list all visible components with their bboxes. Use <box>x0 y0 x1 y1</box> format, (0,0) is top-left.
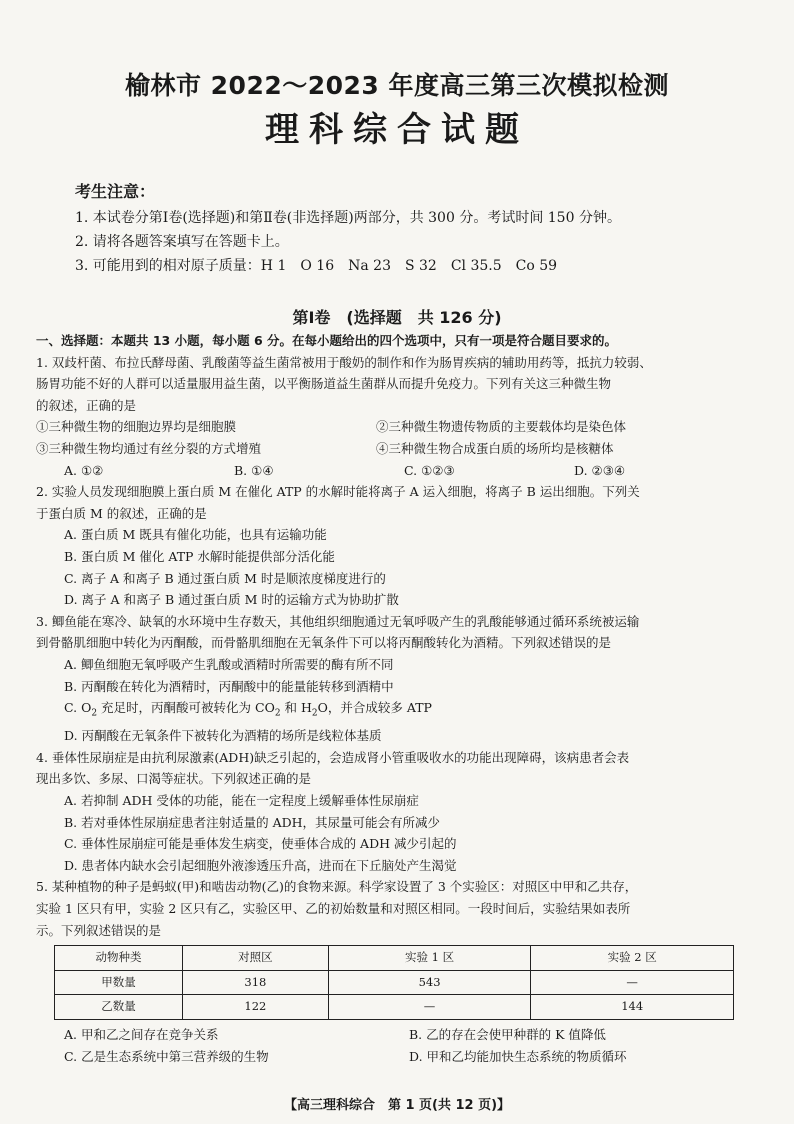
instruction: 一、选择题：本题共 13 小题，每小题 6 分。在每小题给出的四个选项中，只有一项是符合题目要求的。 <box>36 333 618 348</box>
option-c-text: 充足时，丙酮酸可被转化为 CO <box>97 700 275 716</box>
option-a: A. 甲和乙之间存在竞争关系 <box>64 1026 219 1042</box>
statement: ④三种微生物合成蛋白质的场所均是核糖体 <box>376 440 614 456</box>
question-text: 5. 某种植物的种子是蚂蚁(甲)和啮齿动物(乙)的食物来源。科学家设置了 3 个实验区：对照区中甲和乙共存， <box>36 879 638 895</box>
subscript: 2 <box>311 708 318 719</box>
option-c-text: 和 H <box>280 700 312 716</box>
subscript: 2 <box>91 708 98 719</box>
table-row <box>55 995 734 1020</box>
table-cell: 318 <box>183 970 329 995</box>
option-d: D. ②③④ <box>574 462 626 478</box>
subscript: 2 <box>274 708 281 719</box>
option-c: C. 离子 A 和离子 B 通过蛋白质 M 时是顺浓度梯度进行的 <box>64 570 386 586</box>
notice-item-1: 1. 本试卷分第Ⅰ卷(选择题)和第Ⅱ卷(非选择题)两部分，共 300 分。考试时间 150 分钟。 <box>75 210 621 226</box>
table-header: 实验 1 区 <box>328 946 531 971</box>
option-a: A. 鲫鱼细胞无氧呼吸产生乳酸或酒精时所需要的酶有所不同 <box>64 656 394 672</box>
page-footer: 【高三理科综合 第 1 页(共 12 页)】 <box>283 1098 511 1113</box>
question-1 <box>36 352 762 482</box>
option-b: B. 若对垂体性尿崩症患者注射适量的 ADH，其尿量可能会有所减少 <box>64 814 441 830</box>
question-5 <box>36 876 762 1067</box>
option-c: C. ①②③ <box>404 462 455 478</box>
section-title: 第Ⅰ卷 (选择题 共 126 分) <box>292 308 502 327</box>
question-text: 示。下列叙述错误的是 <box>36 922 162 938</box>
option-b: B. 丙酮酸在转化为酒精时，丙酮酸中的能量能转移到酒精中 <box>64 678 394 694</box>
option-b: B. ①④ <box>234 462 274 478</box>
question-text: 到骨骼肌细胞中转化为丙酮酸，而骨骼肌细胞在无氧条件下可以将丙酮酸转化为酒精。下列叙述错误的是 <box>36 635 612 651</box>
answer-options <box>36 1024 762 1067</box>
option-b: B. 蛋白质 M 催化 ATP 水解时能提供部分活化能 <box>64 548 335 564</box>
question-text: 于蛋白质 M 的叙述，正确的是 <box>36 505 207 521</box>
notice-item-3: 3. 可能用到的相对原子质量：H 1 O 16 Na 23 S 32 Cl 35.5 Co 59 <box>75 258 558 274</box>
notice-item-2: 2. 请将各题答案填写在答题卡上。 <box>75 234 289 250</box>
results-table <box>54 945 734 1020</box>
table-cell: — <box>328 995 531 1020</box>
table-header: 实验 2 区 <box>531 946 734 971</box>
option-a: A. ①② <box>64 462 104 478</box>
table-header: 动物种类 <box>55 946 183 971</box>
table-cell: 乙数量 <box>55 995 183 1020</box>
option-d: D. 患者体内缺水会引起细胞外液渗透压升高，进而在下丘脑处产生渴觉 <box>64 857 457 873</box>
question-3 <box>36 611 762 747</box>
table-header: 对照区 <box>183 946 329 971</box>
table-row <box>55 970 734 995</box>
exam-subject-title: 理科综合试题 <box>265 110 529 150</box>
table-cell: 144 <box>531 995 734 1020</box>
option-d: D. 离子 A 和离子 B 通过蛋白质 M 时的运输方式为协助扩散 <box>64 592 399 608</box>
option-c: C. 垂体性尿崩症可能是垂体发生病变，使垂体合成的 ADH 减少引起的 <box>64 836 457 852</box>
question-text: 现出多饮、多尿、口渴等症状。下列叙述正确的是 <box>36 771 312 787</box>
statement: ②三种微生物遗传物质的主要载体均是染色体 <box>376 419 627 435</box>
question-text: 肠胃功能不好的人群可以适量服用益生菌，以平衡肠道益生菌群从而提升免疫力。下列有关这三种微生物 <box>36 376 612 392</box>
statement: ③三种微生物均通过有丝分裂的方式增殖 <box>36 440 262 456</box>
option-b: B. 乙的存在会使甲种群的 K 值降低 <box>409 1026 606 1042</box>
table-cell: 122 <box>183 995 329 1020</box>
option-c-text: O，并合成较多 ATP <box>317 700 432 716</box>
question-text: 3. 鲫鱼能在寒冷、缺氧的水环境中生存数天，其他组织细胞通过无氧呼吸产生的乳酸能够通过循环系统被运输 <box>36 613 640 629</box>
question-text: 4. 垂体性尿崩症是由抗利尿激素(ADH)缺乏引起的，会造成肾小管重吸收水的功能出现障碍，该病患者会表 <box>36 749 630 765</box>
option-d: D. 甲和乙均能加快生态系统的物质循环 <box>409 1048 627 1064</box>
question-4 <box>36 747 762 877</box>
question-text: 的叙述，正确的是 <box>36 397 137 413</box>
statement: ①三种微生物的细胞边界均是细胞膜 <box>36 419 237 435</box>
question-text: 实验 1 区只有甲，实验 2 区只有乙，实验区甲、乙的初始数量和对照区相同。一段时间后，实验结果如表所 <box>36 900 631 916</box>
answer-options <box>36 460 762 482</box>
notice-heading: 考生注意： <box>75 182 156 201</box>
option-c <box>36 697 762 725</box>
option-d: D. 丙酮酸在无氧条件下被转化为酒精的场所是线粒体基质 <box>64 728 382 744</box>
candidate-notice <box>75 180 765 278</box>
questions <box>36 330 762 1067</box>
table-cell: — <box>531 970 734 995</box>
option-a: A. 若抑制 ADH 受体的功能，能在一定程度上缓解垂体性尿崩症 <box>64 792 419 808</box>
question-text: 2. 实验人员发现细胞膜上蛋白质 M 在催化 ATP 的水解时能将离子 A 运入细胞，将离子 B 运出细胞。下列关 <box>36 484 640 500</box>
question-text: 1. 双歧杆菌、布拉氏酵母菌、乳酸菌等益生菌常被用于酸奶的制作和作为肠胃疾病的辅助用药等，抵抗力较弱、 <box>36 354 652 370</box>
option-c: C. 乙是生态系统中第三营养级的生物 <box>64 1048 269 1064</box>
exam-title: 榆林市 2022～2023 年度高三第三次模拟检测 <box>124 71 670 100</box>
table-cell: 甲数量 <box>55 970 183 995</box>
question-2 <box>36 481 762 611</box>
table-cell: 543 <box>328 970 531 995</box>
table-header-row <box>55 946 734 971</box>
option-c-text: C. O <box>64 700 92 716</box>
option-a: A. 蛋白质 M 既具有催化功能，也具有运输功能 <box>64 527 327 543</box>
statements <box>36 416 762 459</box>
